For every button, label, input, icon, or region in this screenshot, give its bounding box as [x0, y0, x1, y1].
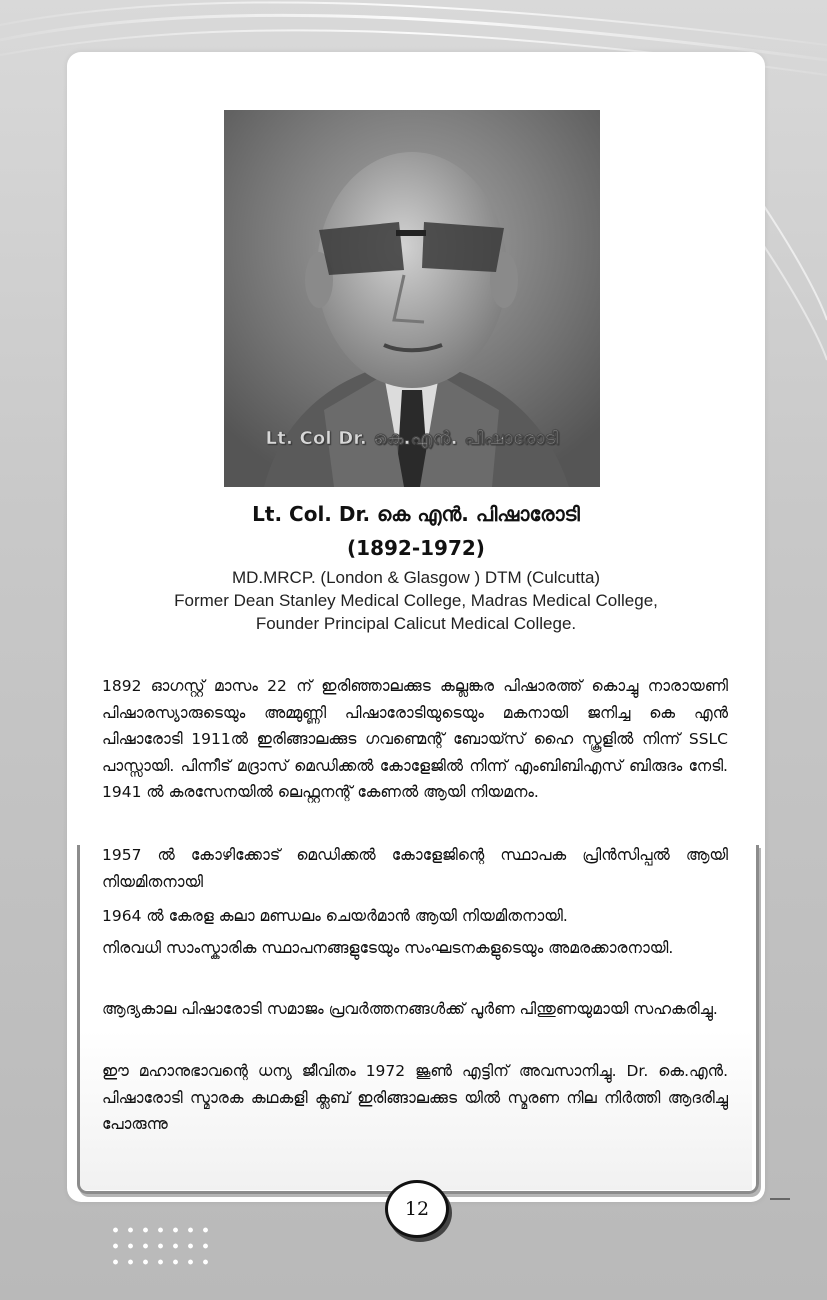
- portrait-image: [224, 110, 600, 487]
- decorative-dots: [108, 1222, 208, 1270]
- bio-paragraph-kalamandalam: 1964 ൽ കേരള കലാ മണ്ഡലം ചെയർമാൻ ആയി നിയമിതനായി.: [102, 907, 568, 925]
- credentials-degrees: MD.MRCP. (London & Glasgow ) DTM (Culcutta): [231, 568, 601, 587]
- bio-paragraph-samajam: ആദ്യകാല പിഷാരോടി സമാജം പ്രവർത്തനങ്ങൾക്ക് പൂർണ പിന്തുണയുമായി സഹകരിച്ചു.: [102, 1000, 718, 1018]
- bio-paragraph-early-life: 1892 ഓഗസ്റ്റ് മാസം 22 ന് ഇരിഞ്ഞാലക്കുട കല്ലങ്കര പിഷാരത്ത് കൊച്ചു നാരായണി പിഷാരസ്യാരുടെയും അമ്മുണ്ണി പിഷാരോടിയുടെയും മകനായി ജനിച്ച കെ എൻ പിഷാരോടി 1911ൽ ഇരിങ്ങാലക്കുട ഗവണ്മെന്റ് ബോയ്സ് ഹൈ സ്കൂളിൽ നിന്ന് SSLC പാസ്സായി. പിന്നീട് മദ്രാസ് മെഡിക്കൽ കോളേജിൽ നിന്ന് എംബിബിഎസ് ബിരുദം നേടി. 1941 ൽ കരസേനയിൽ ലെഫ്റ്റനന്റ് കേണൽ ആയി നിയമനം.: [102, 677, 728, 801]
- life-years: (1892-1972): [347, 536, 485, 560]
- bio-paragraph-institutions: നിരവധി സാംസ്കാരിക സ്ഥാപനങ്ങളുടേയും സംഘടനകളുടെയും അമരക്കാരനായി.: [102, 939, 674, 957]
- credentials-founder: Founder Principal Calicut Medical College.: [255, 614, 577, 633]
- credentials-former-dean: Former Dean Stanley Medical College, Madras Medical College,: [174, 591, 658, 610]
- edge-mark: [770, 1198, 790, 1200]
- portrait-caption: Lt. Col Dr. കെ.എൻ. പിഷാരോടി: [265, 428, 559, 449]
- page-number: 12: [385, 1180, 449, 1238]
- bio-paragraph-death: ഈ മഹാനുഭാവന്റെ ധന്യ ജീവിതം 1972 ജൂൺ എട്ടിന് അവസാനിച്ചു. Dr. കെ.എൻ. പിഷാരോടി സ്മാരക കഥകളി ക്ലബ് ഇരിങ്ങാലക്കുട യിൽ സ്മരണ നില നിർത്തി ആദരിച്ചു പോരുന്നു: [102, 1062, 728, 1133]
- bio-paragraph-principal: 1957 ൽ കോഴിക്കോട് മെഡിക്കൽ കോളേജിന്റെ സ്ഥാപക പ്രിൻസിപ്പൽ ആയി നിയമിതനായി: [102, 846, 728, 891]
- person-name: Lt. Col. Dr. കെ എൻ. പിഷാരോടി: [252, 502, 580, 526]
